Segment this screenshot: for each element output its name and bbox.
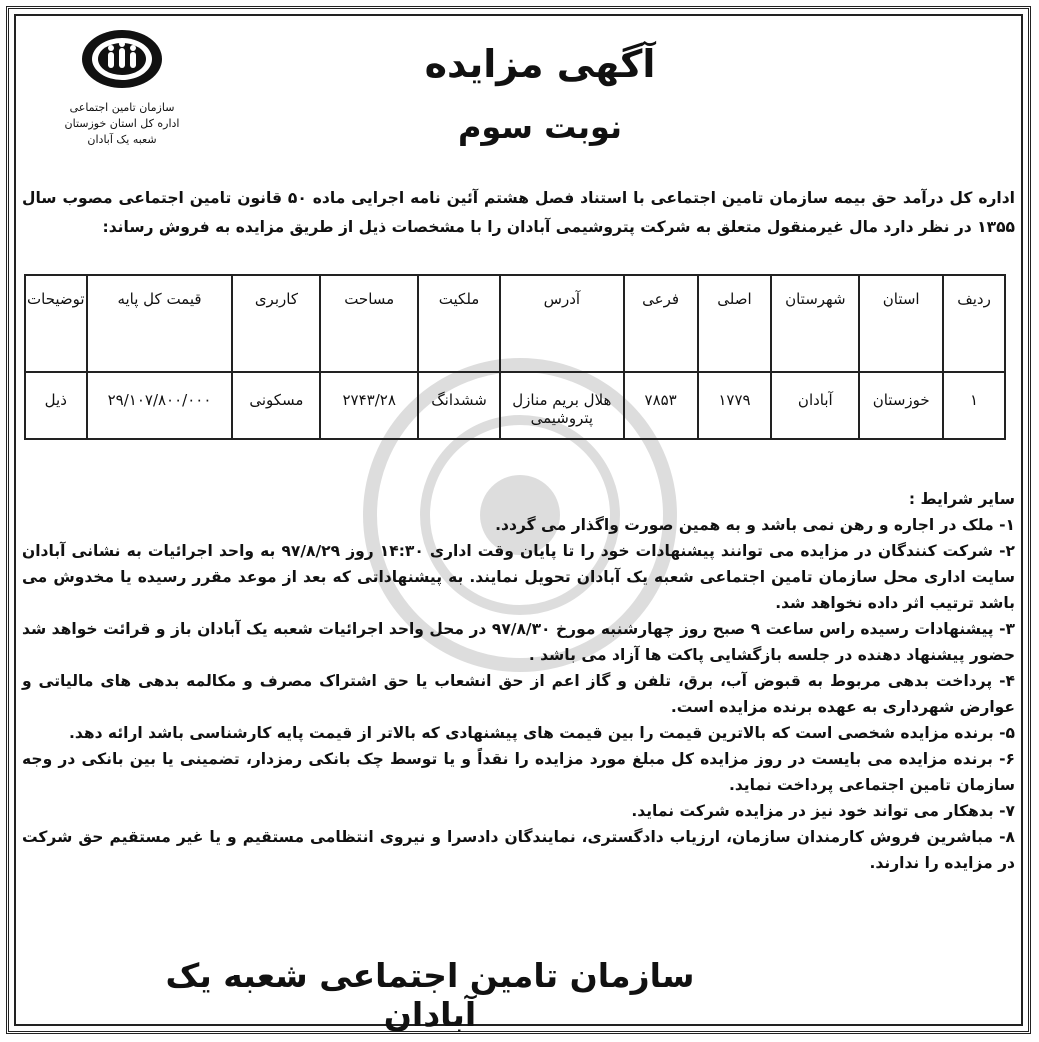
table-cell: ۱۷۷۹ (698, 372, 772, 439)
table-cell: ۲۷۴۳/۲۸ (320, 372, 418, 439)
condition-item: ۲- شرکت کنندگان در مزایده می توانند پیشنهادات خود را تا پایان وقت اداری ۱۴:۳۰ روز ۹۷/۸/۲۹ به واحد اجرائیات به نشانی آبادان سایت اداری محل سازمان تامین اجتماعی شعبه یک آبادان تحویل نمایند. به پیشنهاداتی که بعد از موعد مقرر رسیده یا مخدوش می باشد ترتیب اثر داده نخواهد شد. (22, 542, 1015, 612)
table-cell: ۷۸۵۳ (624, 372, 698, 439)
logo-line: اداره کل استان خوزستان (64, 117, 180, 130)
condition-item: ۷- بدهکار می تواند خود نیز در مزایده شرکت نماید. (631, 802, 1015, 820)
table-cell: ۱ (943, 372, 1005, 439)
column-header: اصلی (698, 275, 772, 372)
column-header: ملکیت (418, 275, 500, 372)
table-cell: مسکونی (232, 372, 320, 439)
column-header: آدرس (500, 275, 624, 372)
ssa-emblem-icon (80, 28, 164, 90)
column-header: شهرستان (771, 275, 859, 372)
condition-item: ۱- ملک در اجاره و رهن نمی باشد و به همین صورت واگذار می گردد. (495, 516, 1015, 534)
table-cell: آبادان (771, 372, 859, 439)
organization-logo (58, 28, 186, 164)
condition-item: ۶- برنده مزایده می بایست در روز مزایده کل مبلغ مورد مزایده را نقداً و یا توسط چک بانکی رمزدار، تضمینی یا بین بانکی در وجه سازمان تامین اجتماعی پرداخت نماید. (22, 750, 1015, 794)
auction-items-table (24, 274, 1006, 440)
conditions-heading: سایر شرایط : (908, 490, 1015, 508)
column-header: قیمت کل پایه (87, 275, 233, 372)
column-header: ردیف (943, 275, 1005, 372)
logo-line: سازمان تامین اجتماعی (69, 101, 175, 114)
footer-signature: سازمان تامین اجتماعی شعبه یک آبادان (165, 956, 695, 1034)
column-header: استان (859, 275, 943, 372)
table-cell: ۲۹/۱۰۷/۸۰۰/۰۰۰ (87, 372, 233, 439)
table-cell: ذیل (25, 372, 87, 439)
table-row (25, 372, 1005, 439)
column-header: توضیحات (25, 275, 87, 372)
table-cell: ششدانگ (418, 372, 500, 439)
condition-item: ۵- برنده مزایده شخصی است که بالاترین قیمت را بین قیمت های پیشنهادی که بالاتر از قیمت پایه کارشناسی باشد ارائه دهد. (68, 724, 1015, 742)
condition-item: ۸- مباشرین فروش کارمندان سازمان، ارزیاب دادگستری، نمایندگان دادسرا و نیروی انتظامی مستقیم و یا غیر مستقیم حق شرکت در مزایده را ندارند. (22, 828, 1015, 872)
column-header: کاربری (232, 275, 320, 372)
logo-line: شعبه یک آبادان (87, 133, 157, 146)
conditions-section (22, 486, 1015, 876)
intro-paragraph: اداره کل درآمد حق بیمه سازمان تامین اجتماعی با استناد فصل هشتم آئین نامه اجرایی ماده ۵۰ قانون تامین اجتماعی مصوب سال ۱۳۵۵ در نظر دارد مال غیرمنقول متعلق به شرکت پتروشیمی آبادان را با مشخصات ذیل از طریق مزایده به فروش رساند: (22, 189, 1015, 236)
condition-item: ۴- پرداخت بدهی مربوط به قبوض آب، برق، تلفن و گاز اعم از حق انشعاب یا حق اشتراک مصرف و مکالمه بدهی های مالیاتی و عوارض شهرداری به عهده برنده مزایده است. (22, 672, 1015, 716)
table-cell: هلال بریم منازل پتروشیمی (500, 372, 624, 439)
column-header: فرعی (624, 275, 698, 372)
table-cell: خوزستان (859, 372, 943, 439)
condition-item: ۳- پیشنهادات رسیده راس ساعت ۹ صبح روز چهارشنبه مورخ ۹۷/۸/۳۰ در محل واحد اجرائیات شعبه یک آبادان باز و قرائت خواهد شد حضور پیشنهاد دهنده در جلسه بازگشایی پاکت ها آزاد می باشد . (22, 620, 1015, 664)
page-title: آگهی مزایده (424, 42, 656, 86)
column-header: مساحت (320, 275, 418, 372)
page-subtitle: نوبت سوم (457, 108, 623, 146)
table-header-row (25, 275, 1005, 372)
